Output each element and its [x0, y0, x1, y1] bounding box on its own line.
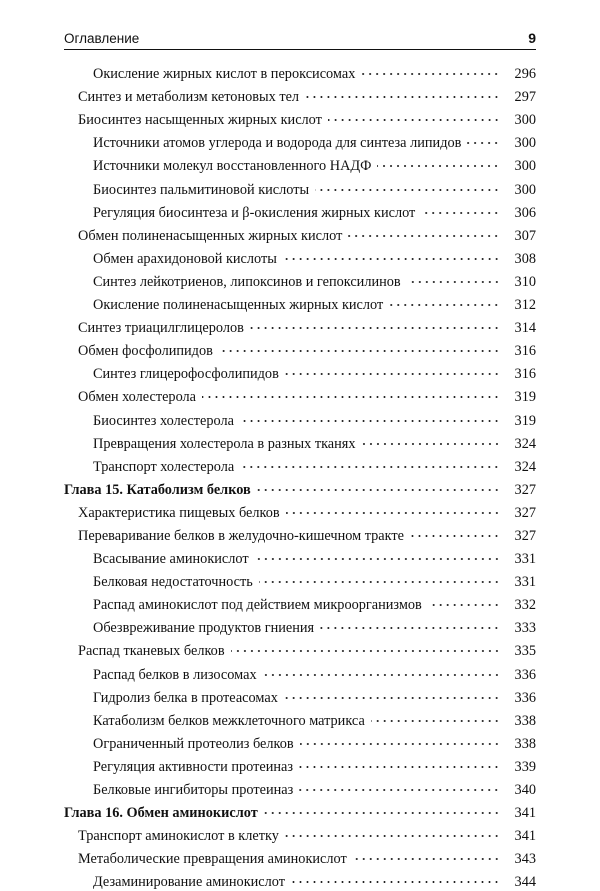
toc-entry-page: 333	[514, 620, 536, 637]
toc-entry-page: 300	[514, 112, 536, 129]
toc-entry	[64, 245, 536, 268]
toc-entry-page: 300	[514, 135, 536, 152]
dot-leader	[285, 831, 500, 841]
dot-leader	[240, 462, 500, 472]
toc-entry	[64, 406, 536, 429]
dot-leader	[255, 554, 500, 564]
toc-entry	[64, 637, 536, 660]
toc-entry	[64, 776, 536, 799]
dot-leader	[362, 439, 500, 449]
toc-entry-page: 324	[514, 458, 536, 475]
toc-entry-title: Ограниченный протеолиз белков	[93, 735, 294, 752]
toc-entry-title: Транспорт холестерола	[93, 458, 235, 475]
toc-entry-page: 316	[514, 366, 536, 383]
toc-entry-page: 324	[514, 435, 536, 452]
toc-entry	[64, 152, 536, 175]
dot-leader	[353, 854, 500, 864]
dot-leader	[299, 785, 500, 795]
toc-entry-title: Синтез глицерофосфолипидов	[93, 366, 279, 383]
toc-entry-title: Дезаминирование аминокислот	[93, 874, 285, 891]
dot-leader	[407, 277, 500, 287]
toc-entry-title: Белковые ингибиторы протеиназ	[93, 782, 294, 798]
dot-leader	[428, 600, 500, 610]
dot-leader	[315, 185, 500, 195]
toc-entry-title: Обмен арахидоновой кислоты	[93, 250, 277, 267]
toc-entry-title: Биосинтез пальмитиновой кислоты	[93, 181, 310, 198]
toc-entry-title: Обмен фосфолипидов	[78, 343, 213, 360]
toc-entry-title: Характеристика пищевых белков	[78, 504, 280, 521]
toc-entry-title: Глава 15. Катаболизм белков	[64, 481, 251, 498]
toc-entry-page: 331	[514, 551, 536, 568]
dot-leader	[348, 231, 500, 241]
dot-leader	[377, 161, 500, 171]
dot-leader	[300, 739, 500, 749]
toc-entry-title: Превращения холестерола в разных тканях	[93, 435, 356, 452]
toc-entry-page: 310	[514, 273, 536, 290]
dot-leader	[240, 416, 500, 426]
toc-entry-page: 341	[514, 805, 536, 822]
toc-entry-page: 340	[514, 782, 536, 798]
toc-entry-title: Синтез триацилглицеролов	[78, 320, 244, 337]
toc-entry	[64, 430, 536, 453]
toc-entry-title: Обмен полиненасыщенных жирных кислот	[78, 227, 343, 244]
dot-leader	[286, 508, 500, 518]
toc-entry	[64, 453, 536, 476]
dot-leader	[250, 323, 500, 333]
toc-entry-title: Регуляция активности протеиназ	[93, 758, 294, 775]
toc-entry	[64, 614, 536, 637]
toc-entry-page: 314	[514, 320, 536, 337]
dot-leader	[328, 115, 500, 125]
toc-entry-page: 331	[514, 574, 536, 591]
toc-entry-title: Глава 16. Обмен аминокислот	[64, 805, 258, 822]
toc-entry	[64, 291, 536, 314]
toc-entry-title: Гидролиз белка в протеасомах	[93, 689, 278, 706]
toc-entry	[64, 337, 536, 360]
toc-entry	[64, 684, 536, 707]
dot-leader	[231, 646, 500, 656]
toc-entry-title: Биосинтез холестерола	[93, 412, 234, 429]
toc-entry-title: Источники атомов углерода и водорода для синтеза липидов	[93, 135, 462, 152]
toc-entry-title: Распад аминокислот под действием микроорганизмов	[93, 597, 422, 614]
dot-leader	[467, 138, 500, 148]
toc-entry	[64, 314, 536, 337]
toc-entry-page: 300	[514, 181, 536, 198]
toc-entry-page: 332	[514, 597, 536, 614]
dot-leader	[263, 670, 500, 680]
dot-leader	[361, 69, 500, 79]
toc-entry	[64, 591, 536, 614]
toc-entry-title: Окисление жирных кислот в пероксисомах	[93, 66, 356, 83]
dot-leader	[283, 254, 500, 264]
dot-leader	[320, 623, 500, 633]
toc-entry	[64, 199, 536, 222]
toc-entry-page: 308	[514, 250, 536, 267]
toc-entry	[64, 499, 536, 522]
dot-leader	[305, 92, 500, 102]
toc-entry-page: 336	[514, 689, 536, 706]
toc-entry	[64, 222, 536, 245]
toc-entry-page: 335	[514, 643, 536, 660]
dot-leader	[219, 346, 500, 356]
dot-leader	[389, 300, 500, 310]
toc-entry	[64, 730, 536, 753]
toc-entry	[64, 545, 536, 568]
toc-entry	[64, 568, 536, 591]
dot-leader	[257, 485, 500, 495]
toc-entry	[64, 522, 536, 545]
toc-entry-title: Распад белков в лизосомах	[93, 666, 257, 683]
toc-entry-page: 327	[514, 504, 536, 521]
dot-leader	[284, 693, 500, 703]
toc-entry-title: Окисление полиненасыщенных жирных кислот	[93, 297, 384, 314]
toc-entry-title: Регуляция биосинтеза и β-окисления жирных кислот	[93, 204, 416, 221]
toc-entry	[64, 83, 536, 106]
dot-leader	[371, 716, 500, 726]
running-header	[64, 27, 536, 50]
toc-entry-title: Переваривание белков в желудочно-кишечном тракте	[78, 527, 405, 544]
toc-entry	[64, 60, 536, 83]
toc-entry-page: 338	[514, 735, 536, 752]
toc-entry-title: Катаболизм белков межклеточного матрикса	[93, 712, 365, 729]
running-header-title: Оглавление	[64, 31, 140, 46]
dot-leader	[285, 369, 500, 379]
toc-entry	[64, 660, 536, 683]
toc-entry	[64, 707, 536, 730]
toc-chapter-entry	[64, 476, 536, 499]
toc-entry-title: Синтез лейкотриенов, липоксинов и гепоксилинов	[93, 273, 401, 290]
toc-entry-title: Обезвреживание продуктов гниения	[93, 620, 315, 637]
dot-leader	[259, 577, 500, 587]
toc-entry	[64, 175, 536, 198]
dot-leader	[299, 762, 500, 772]
toc-entry-page: 300	[514, 158, 536, 175]
toc-entry-title: Всасывание аминокислот	[93, 551, 249, 568]
toc-entry	[64, 868, 536, 891]
toc-entry-page: 306	[514, 204, 536, 221]
toc-entry	[64, 129, 536, 152]
toc-entry-page: 297	[514, 89, 536, 106]
dot-leader	[410, 531, 500, 541]
toc-entry-title: Источники молекул восстановленного НАДФ	[93, 158, 372, 175]
dot-leader	[202, 392, 500, 402]
toc-entry-page: 341	[514, 828, 536, 845]
toc-entry-title: Распад тканевых белков	[78, 643, 225, 660]
toc-entry	[64, 822, 536, 845]
toc-entry-page: 296	[514, 66, 536, 83]
toc-entry-title: Биосинтез насыщенных жирных кислот	[78, 112, 322, 129]
toc-entry	[64, 268, 536, 291]
toc-entry	[64, 106, 536, 129]
toc-entry-page: 319	[514, 412, 536, 429]
page-number: 9	[528, 30, 536, 46]
toc-entry-page: 312	[514, 297, 536, 314]
toc-entry-title: Транспорт аминокислот в клетку	[78, 828, 279, 845]
toc-entry-page: 344	[514, 874, 536, 891]
toc-entry-page: 336	[514, 666, 536, 683]
toc-entry-title: Белковая недостаточность	[93, 574, 253, 591]
toc-entry	[64, 845, 536, 868]
toc-entry	[64, 383, 536, 406]
toc-entry	[64, 360, 536, 383]
toc-entry-page: 307	[514, 227, 536, 244]
dot-leader	[291, 877, 500, 887]
toc-entry-page: 327	[514, 481, 536, 498]
toc-entry-title: Метаболические превращения аминокислот	[78, 851, 347, 868]
toc-entry-page: 343	[514, 851, 536, 868]
toc-entry-page: 327	[514, 527, 536, 544]
toc-entry-page: 339	[514, 758, 536, 775]
toc-entry-page: 319	[514, 389, 536, 406]
table-of-contents	[64, 60, 536, 891]
dot-leader	[264, 808, 500, 818]
toc-entry-title: Обмен холестерола	[78, 389, 197, 406]
toc-chapter-entry	[64, 799, 536, 822]
toc-entry-page: 316	[514, 343, 536, 360]
toc-entry	[64, 753, 536, 776]
toc-entry-page: 338	[514, 712, 536, 729]
dot-leader	[421, 208, 500, 218]
toc-entry-title: Синтез и метаболизм кетоновых тел	[78, 89, 300, 106]
